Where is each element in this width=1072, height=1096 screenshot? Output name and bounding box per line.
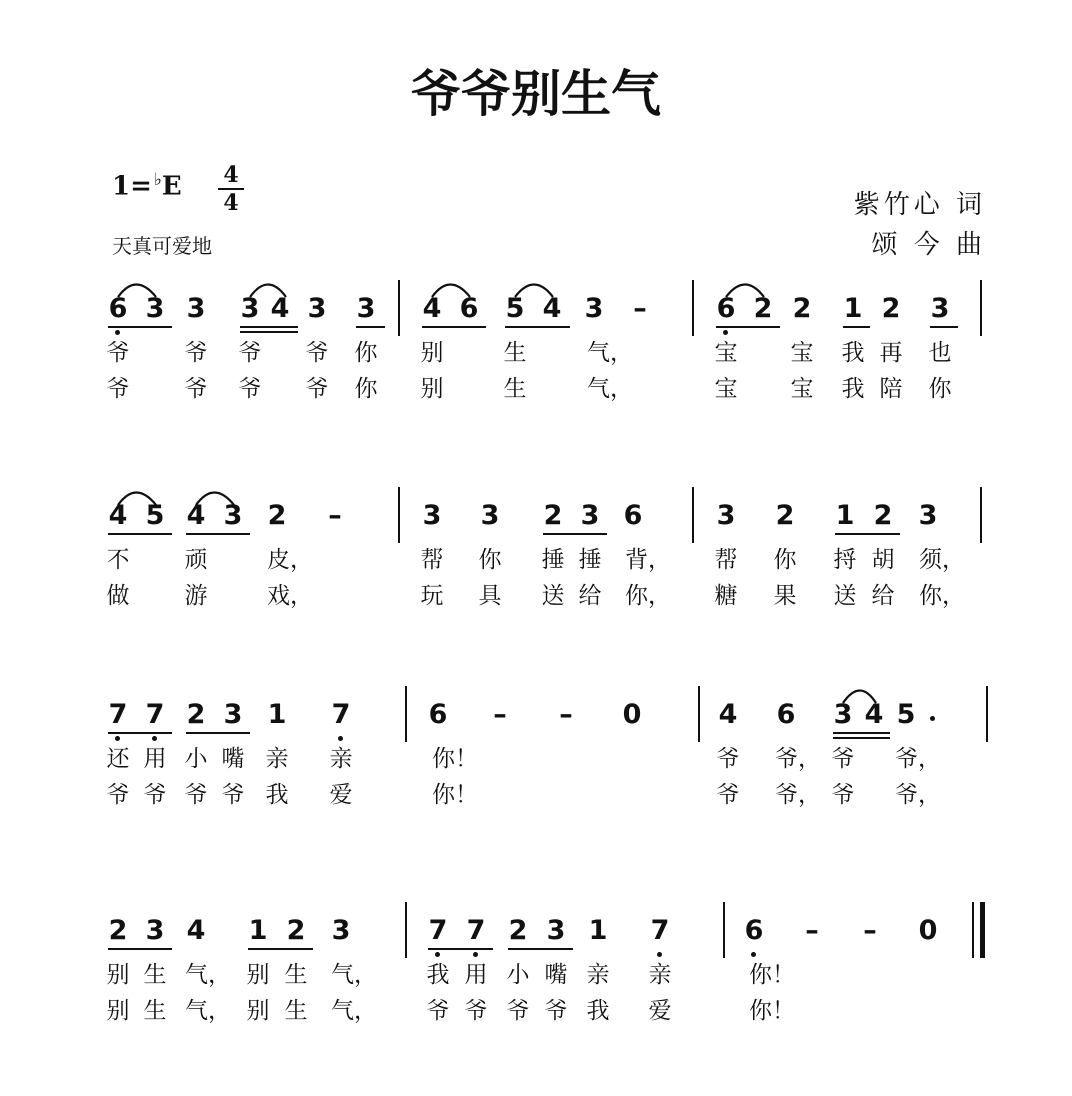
note: 3: [356, 293, 376, 324]
rhythm-underline: [248, 948, 313, 950]
note: 3: [145, 915, 165, 946]
lyric-verse-1: 我: [841, 340, 865, 366]
composer-credit: 颂 今 曲: [871, 230, 986, 260]
time-signature: [216, 163, 246, 215]
note: 2: [508, 915, 528, 946]
lyric-verse-1: 爷，: [895, 746, 941, 772]
lyricist-credit: 紫竹心 词: [853, 190, 986, 220]
note: 3: [716, 500, 736, 531]
lower-octave-dot: [115, 736, 120, 741]
note: 5: [896, 699, 916, 730]
lyric-verse-2: 我: [841, 376, 865, 402]
lyric-verse-1: 亲: [329, 746, 353, 772]
lyric-verse-2: 爷: [184, 376, 208, 402]
rhythm-underline: [505, 326, 570, 328]
lyric-verse-2: 送: [833, 583, 857, 609]
lyric-verse-2: 爷: [305, 376, 329, 402]
lyric-verse-1: 气，: [185, 962, 231, 988]
lyric-verse-2: 果: [773, 583, 797, 609]
lyric-verse-2: 爱: [329, 782, 353, 808]
time-denominator: 4: [223, 190, 239, 216]
augmentation-dot: [930, 716, 935, 721]
lower-octave-dot: [435, 952, 440, 957]
lyric-verse-2: 送: [541, 583, 565, 609]
rhythm-underline: [843, 326, 870, 328]
note: 6: [108, 293, 128, 324]
lyric-verse-1: 我: [426, 962, 450, 988]
lyric-verse-1: 你！: [749, 962, 795, 988]
rhythm-underline: [108, 533, 172, 535]
lyric-verse-1: 捋: [833, 547, 857, 573]
lyric-verse-1: 嘴: [544, 962, 568, 988]
flat-sign: ♭: [153, 170, 162, 190]
lyric-verse-1: 用: [464, 962, 488, 988]
note: 2: [775, 500, 795, 531]
note: 3: [930, 293, 950, 324]
lyric-verse-2: 爷: [238, 376, 262, 402]
note: 3: [223, 699, 243, 730]
rhythm-underline: [930, 326, 958, 328]
lyric-verse-2: 爷: [831, 782, 855, 808]
final-barline-thick: [980, 902, 985, 958]
lyric-verse-1: 用: [143, 746, 167, 772]
note: 6: [776, 699, 796, 730]
lyric-verse-1: 亲: [648, 962, 672, 988]
note: 4: [108, 500, 128, 531]
lyric-verse-2: 气，: [331, 998, 377, 1024]
note: 3: [307, 293, 327, 324]
rhythm-underline: [108, 326, 172, 328]
lyric-verse-2: 你: [928, 376, 952, 402]
lyric-verse-2: 爷: [184, 782, 208, 808]
barline: [980, 280, 982, 336]
lyric-verse-2: 爷: [143, 782, 167, 808]
lyric-verse-2: 玩: [420, 583, 444, 609]
lyric-verse-1: 你！: [432, 746, 478, 772]
lyric-verse-2: 别: [246, 998, 270, 1024]
barline: [986, 686, 988, 742]
note: 7: [466, 915, 486, 946]
lyric-verse-2: 生: [503, 376, 527, 402]
lyric-verse-2: 爷: [506, 998, 530, 1024]
note: –: [493, 699, 507, 730]
lyric-verse-1: 生: [143, 962, 167, 988]
rhythm-underline: [356, 326, 385, 328]
final-barline-thin: [972, 902, 974, 958]
lyric-verse-1: 别: [106, 962, 130, 988]
note: 6: [459, 293, 479, 324]
lyric-verse-1: 宝: [714, 340, 738, 366]
note: 2: [267, 500, 287, 531]
note: 3: [546, 915, 566, 946]
lyric-verse-2: 生: [284, 998, 308, 1024]
lyric-verse-2: 游: [184, 583, 208, 609]
barline: [398, 487, 400, 543]
note: 2: [543, 500, 563, 531]
lyric-verse-2: 做: [106, 583, 130, 609]
lyric-verse-2: 爷: [106, 782, 130, 808]
lyric-verse-2: 爷: [716, 782, 740, 808]
note: 3: [186, 293, 206, 324]
note: 2: [753, 293, 773, 324]
note: 2: [108, 915, 128, 946]
lyric-verse-1: 嘴: [221, 746, 245, 772]
lyric-verse-1: 帮: [714, 547, 738, 573]
note: 4: [718, 699, 738, 730]
note: 2: [873, 500, 893, 531]
lyric-verse-1: 爷: [184, 340, 208, 366]
note: 1: [588, 915, 608, 946]
rhythm-underline: [833, 737, 890, 739]
note: 3: [422, 500, 442, 531]
lower-octave-dot: [338, 736, 343, 741]
lyric-verse-1: 还: [106, 746, 130, 772]
lyric-verse-2: 你，: [625, 583, 671, 609]
lyric-verse-1: 爷，: [775, 746, 821, 772]
note: 4: [186, 915, 206, 946]
lyric-verse-2: 我: [586, 998, 610, 1024]
lyric-verse-1: 爷: [305, 340, 329, 366]
lyric-verse-2: 爱: [648, 998, 672, 1024]
rhythm-underline: [543, 533, 607, 535]
lyric-verse-1: 生: [503, 340, 527, 366]
note: 1: [835, 500, 855, 531]
lyric-verse-1: 气，: [331, 962, 377, 988]
lower-octave-dot: [751, 952, 756, 957]
lyric-verse-1: 小: [184, 746, 208, 772]
rhythm-underline: [186, 732, 250, 734]
lyric-verse-2: 给: [578, 583, 602, 609]
lyric-verse-1: 气，: [587, 340, 633, 366]
lyric-verse-2: 爷: [464, 998, 488, 1024]
note: 4: [186, 500, 206, 531]
note: 7: [428, 915, 448, 946]
lyric-verse-1: 再: [879, 340, 903, 366]
song-title: 爷爷别生气: [411, 65, 661, 123]
rhythm-underline: [186, 533, 250, 535]
lyric-verse-1: 捶: [578, 547, 602, 573]
key-prefix: 1=: [112, 171, 152, 202]
note: 3: [584, 293, 604, 324]
lyric-verse-2: 爷: [426, 998, 450, 1024]
note: –: [328, 500, 342, 531]
note: 1: [248, 915, 268, 946]
note: 6: [623, 500, 643, 531]
rhythm-underline: [508, 948, 573, 950]
barline: [405, 686, 407, 742]
barline: [723, 902, 725, 958]
rhythm-underline: [108, 948, 172, 950]
lyric-verse-1: 不: [106, 547, 130, 573]
note: 5: [505, 293, 525, 324]
note: 0: [918, 915, 938, 946]
lyric-verse-2: 气，: [185, 998, 231, 1024]
barline: [698, 686, 700, 742]
note: 2: [881, 293, 901, 324]
lyric-verse-1: 你: [478, 547, 502, 573]
lyric-verse-2: 气，: [587, 376, 633, 402]
note: 6: [428, 699, 448, 730]
lyric-verse-1: 爷: [106, 340, 130, 366]
rhythm-underline: [240, 331, 298, 333]
rhythm-underline: [240, 326, 298, 328]
lyric-verse-1: 爷: [831, 746, 855, 772]
note: –: [559, 699, 573, 730]
lyric-verse-2: 我: [265, 782, 289, 808]
note: 1: [267, 699, 287, 730]
lyric-verse-1: 别: [246, 962, 270, 988]
note: 2: [792, 293, 812, 324]
lyric-verse-2: 爷: [544, 998, 568, 1024]
note: 7: [108, 699, 128, 730]
note: 7: [650, 915, 670, 946]
barline: [405, 902, 407, 958]
note: 6: [744, 915, 764, 946]
lower-octave-dot: [473, 952, 478, 957]
note: 4: [542, 293, 562, 324]
note: 0: [622, 699, 642, 730]
note: 3: [223, 500, 243, 531]
lyric-verse-2: 具: [478, 583, 502, 609]
lyric-verse-2: 别: [106, 998, 130, 1024]
note: –: [805, 915, 819, 946]
lyric-verse-2: 你！: [432, 782, 478, 808]
lyric-verse-1: 顽: [184, 547, 208, 573]
lyric-verse-2: 你！: [749, 998, 795, 1024]
barline: [980, 487, 982, 543]
lyric-verse-1: 皮，: [267, 547, 313, 573]
note: 1: [843, 293, 863, 324]
note: 4: [864, 699, 884, 730]
lower-octave-dot: [657, 952, 662, 957]
lyric-verse-1: 也: [928, 340, 952, 366]
lyric-verse-1: 亲: [265, 746, 289, 772]
barline: [398, 280, 400, 336]
lyric-verse-1: 帮: [420, 547, 444, 573]
lyric-verse-2: 糖: [714, 583, 738, 609]
lyric-verse-2: 陪: [879, 376, 903, 402]
lyric-verse-2: 别: [420, 376, 444, 402]
rhythm-underline: [716, 326, 780, 328]
lyric-verse-2: 宝: [714, 376, 738, 402]
rhythm-underline: [422, 326, 486, 328]
lyric-verse-1: 胡: [871, 547, 895, 573]
lyric-verse-2: 你，: [919, 583, 965, 609]
note: 4: [422, 293, 442, 324]
key-signature: [112, 170, 182, 202]
lyric-verse-2: 你: [354, 376, 378, 402]
time-numerator: 4: [223, 162, 239, 188]
note: 2: [286, 915, 306, 946]
note: –: [633, 293, 647, 324]
lower-octave-dot: [115, 330, 120, 335]
rhythm-underline: [833, 732, 890, 734]
rhythm-underline: [428, 948, 493, 950]
note: 6: [716, 293, 736, 324]
note: 3: [331, 915, 351, 946]
note: –: [863, 915, 877, 946]
rhythm-underline: [108, 732, 172, 734]
note: 2: [186, 699, 206, 730]
lyric-verse-1: 你: [773, 547, 797, 573]
lyric-verse-1: 爷: [238, 340, 262, 366]
lower-octave-dot: [723, 330, 728, 335]
lyric-verse-2: 给: [871, 583, 895, 609]
lyric-verse-1: 背，: [625, 547, 671, 573]
rhythm-underline: [835, 533, 900, 535]
note: 3: [833, 699, 853, 730]
lyric-verse-2: 宝: [790, 376, 814, 402]
note: 4: [270, 293, 290, 324]
lyric-verse-1: 须，: [919, 547, 965, 573]
note: 3: [480, 500, 500, 531]
lyric-verse-2: 爷，: [775, 782, 821, 808]
lyric-verse-1: 捶: [541, 547, 565, 573]
note: 7: [145, 699, 165, 730]
note: 3: [580, 500, 600, 531]
lyric-verse-2: 爷: [221, 782, 245, 808]
note: 5: [145, 500, 165, 531]
lyric-verse-1: 亲: [586, 962, 610, 988]
lyric-verse-1: 别: [420, 340, 444, 366]
lyric-verse-2: 生: [143, 998, 167, 1024]
lyric-verse-1: 宝: [790, 340, 814, 366]
note: 7: [331, 699, 351, 730]
lyric-verse-2: 戏，: [267, 583, 313, 609]
lyric-verse-1: 爷: [716, 746, 740, 772]
lyric-verse-2: 爷，: [895, 782, 941, 808]
lyric-verse-1: 生: [284, 962, 308, 988]
lyric-verse-1: 小: [506, 962, 530, 988]
lyric-verse-1: 你: [354, 340, 378, 366]
lyric-verse-2: 爷: [106, 376, 130, 402]
note: 3: [918, 500, 938, 531]
barline: [692, 280, 694, 336]
note: 3: [240, 293, 260, 324]
barline: [692, 487, 694, 543]
tempo-marking: 天真可爱地: [112, 234, 212, 258]
key-letter: E: [161, 171, 182, 202]
lower-octave-dot: [152, 736, 157, 741]
note: 3: [145, 293, 165, 324]
